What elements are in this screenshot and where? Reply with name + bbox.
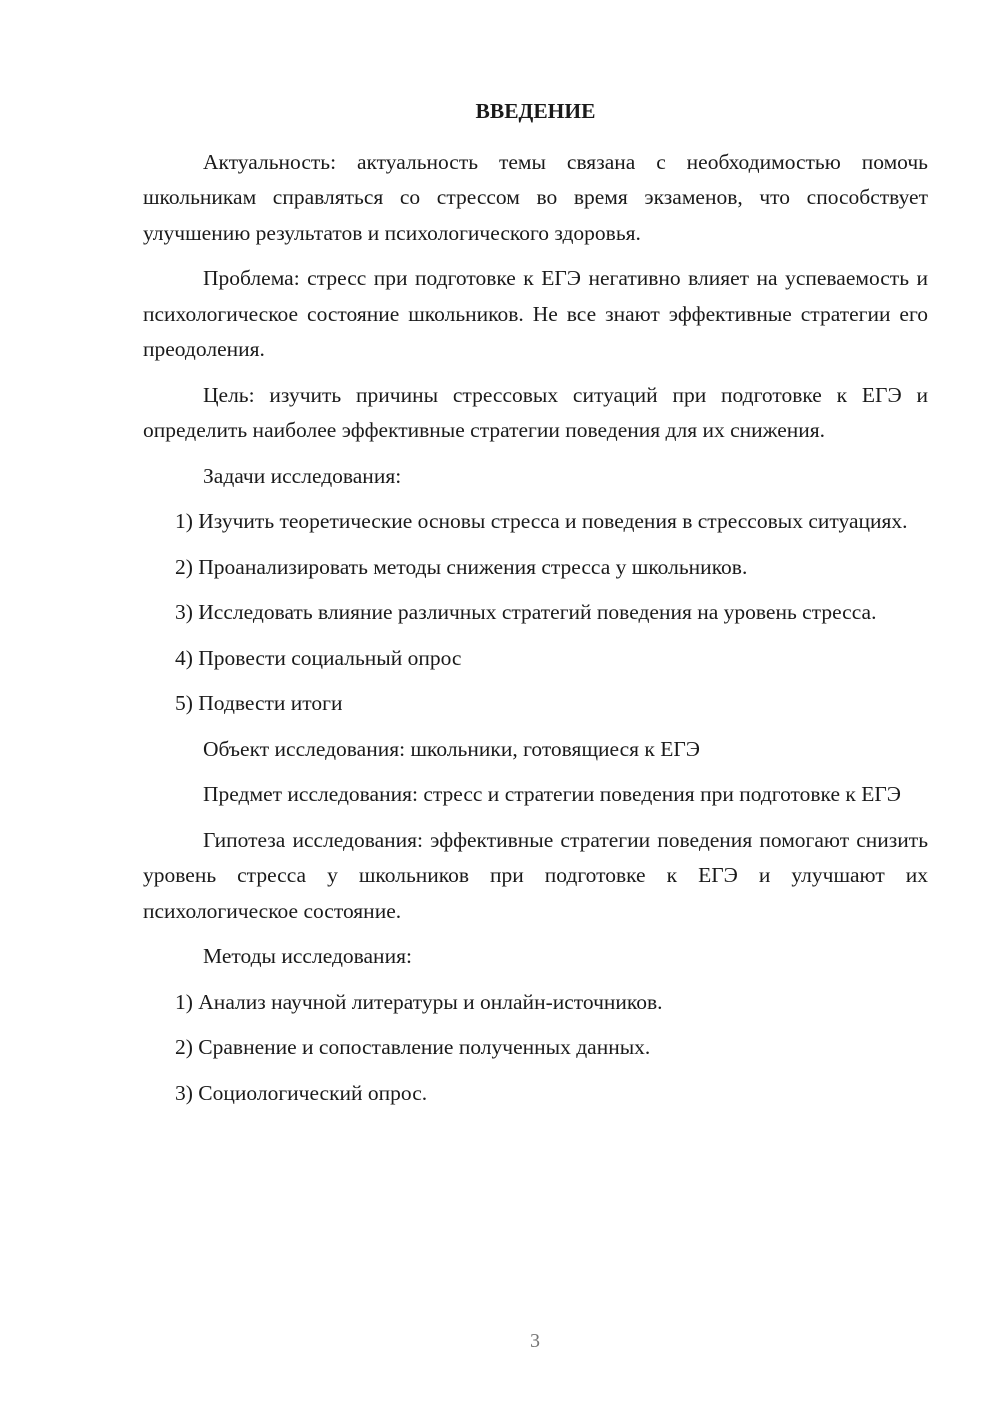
task-item: 5) Подвести итоги — [175, 691, 343, 715]
object-paragraph: Объект исследования: школьники, готовящиеся к ЕГЭ — [203, 736, 700, 761]
hypothesis-paragraph: Гипотеза исследования: эффективные стратегии поведения помогают снизить уровень стресса у школьников при подготовке к ЕГЭ и улучшают их психологическое состояние. — [143, 827, 928, 923]
task-item: 1) Изучить теоретические основы стресса и поведения в стрессовых ситуациях. — [175, 509, 908, 533]
method-item: 3) Социологический опрос. — [175, 1080, 428, 1105]
goal-paragraph: Цель: изучить причины стрессовых ситуаций при подготовке к ЕГЭ и определить наиболее эффективные стратегии поведения для их снижения. — [143, 382, 928, 442]
task-item: 4) Провести социальный опрос — [175, 645, 462, 670]
document-page — [143, 94, 928, 1121]
tasks-heading: Задачи исследования: — [203, 463, 402, 488]
task-item: 3) Исследовать влияние различных стратегий поведения на уровень стресса. — [175, 600, 877, 624]
subject-paragraph: Предмет исследования: стресс и стратегии поведения при подготовке к ЕГЭ — [203, 782, 901, 806]
method-item: 2) Сравнение и сопоставление полученных данных. — [175, 1035, 651, 1059]
relevance-paragraph: Актуальность: актуальность темы связана с необходимостью помочь школьникам справляться со стрессом во время экзаменов, что способствует улучшению результатов и психологического здоровья. — [143, 149, 928, 245]
page-number: 3 — [530, 1330, 540, 1352]
method-item: 1) Анализ научной литературы и онлайн-источников. — [175, 989, 663, 1014]
section-title: ВВЕДЕНИЕ — [475, 99, 596, 123]
task-item: 2) Проанализировать методы снижения стресса у школьников. — [175, 554, 748, 579]
problem-paragraph: Проблема: стресс при подготовке к ЕГЭ негативно влияет на успеваемость и психологическое состояние школьников. Не все знают эффективные стратегии его преодоления. — [143, 266, 928, 361]
methods-heading: Методы исследования: — [203, 944, 412, 968]
